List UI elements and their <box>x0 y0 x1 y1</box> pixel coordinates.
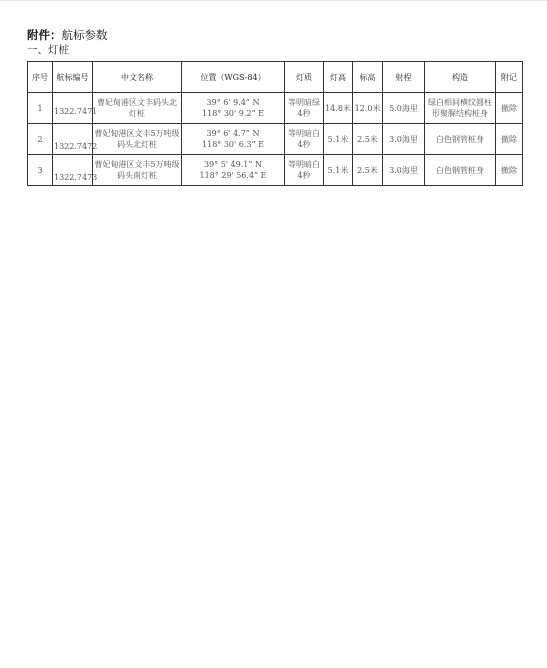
cell-lat: 39° 5' 49.1” N <box>204 160 262 169</box>
cell-lon: 118° 30' 6.3” E <box>202 140 264 149</box>
header-range: 射程 <box>383 62 425 93</box>
cell-code: 1322.7472 <box>53 124 93 155</box>
cell-remark: 撤除 <box>496 155 523 186</box>
cell-lon: 118° 30' 9.2” E <box>202 109 264 118</box>
header-light: 灯质 <box>285 62 324 93</box>
cell-name: 曹妃甸港区文丰5万吨级码头北灯桩 <box>93 124 182 155</box>
cell-lon: 118° 29' 56.4” E <box>199 171 267 180</box>
cell-light: 等明暗白4秒 <box>285 124 324 155</box>
attachment-title <box>27 27 108 43</box>
cell-range: 3.0海里 <box>383 155 425 186</box>
cell-structure: 绿白相间横纹圆柱形聚脲结构桩身 <box>425 93 496 124</box>
attachment-label: 附件： <box>27 28 62 42</box>
cell-range: 5.0海里 <box>383 93 425 124</box>
attachment-subject: 航标参数 <box>61 28 108 42</box>
cell-name: 曹妃甸港区文丰5万吨级码头南灯桩 <box>93 155 182 186</box>
cell-range: 3.0海里 <box>383 124 425 155</box>
cell-light: 等明暗绿4秒 <box>285 93 324 124</box>
table-row <box>28 155 523 186</box>
page-top-rule <box>0 0 547 1</box>
cell-structure: 白色钢管桩身 <box>425 155 496 186</box>
header-remark: 附记 <box>496 62 523 93</box>
cell-structure: 白色钢管桩身 <box>425 124 496 155</box>
cell-lat: 39° 6' 9.4” N <box>206 98 260 107</box>
cell-remark: 撤除 <box>496 124 523 155</box>
header-index: 序号 <box>28 62 53 93</box>
cell-mark-height: 2.5米 <box>353 155 383 186</box>
header-position: 位置（WGS-84） <box>182 62 285 93</box>
cell-mark-height: 2.5米 <box>353 124 383 155</box>
header-name: 中文名称 <box>93 62 182 93</box>
cell-light: 等明暗白4秒 <box>285 155 324 186</box>
header-light-height: 灯高 <box>324 62 353 93</box>
cell-code: 1322.7473 <box>53 155 93 186</box>
table-row <box>28 124 523 155</box>
header-code: 航标编号 <box>53 62 93 93</box>
beacon-parameters-table <box>27 61 523 186</box>
section-heading: 一、灯桩 <box>27 44 69 56</box>
header-mark-height: 标高 <box>353 62 383 93</box>
cell-name: 曹妃甸港区文丰码头北灯桩 <box>93 93 182 124</box>
cell-position <box>182 124 285 155</box>
cell-code: 1322.7471 <box>53 93 93 124</box>
cell-light-height: 5.1米 <box>324 124 353 155</box>
cell-lat: 39° 6' 4.7” N <box>206 129 260 138</box>
cell-remark: 撤除 <box>496 93 523 124</box>
cell-index: 2 <box>28 124 53 155</box>
table-header-row <box>28 62 523 93</box>
table-row <box>28 93 523 124</box>
cell-position <box>182 93 285 124</box>
cell-mark-height: 12.0米 <box>353 93 383 124</box>
cell-light-height: 14.8米 <box>324 93 353 124</box>
cell-light-height: 5.1米 <box>324 155 353 186</box>
cell-index: 1 <box>28 93 53 124</box>
cell-index: 3 <box>28 155 53 186</box>
header-structure: 构造 <box>425 62 496 93</box>
cell-position <box>182 155 285 186</box>
